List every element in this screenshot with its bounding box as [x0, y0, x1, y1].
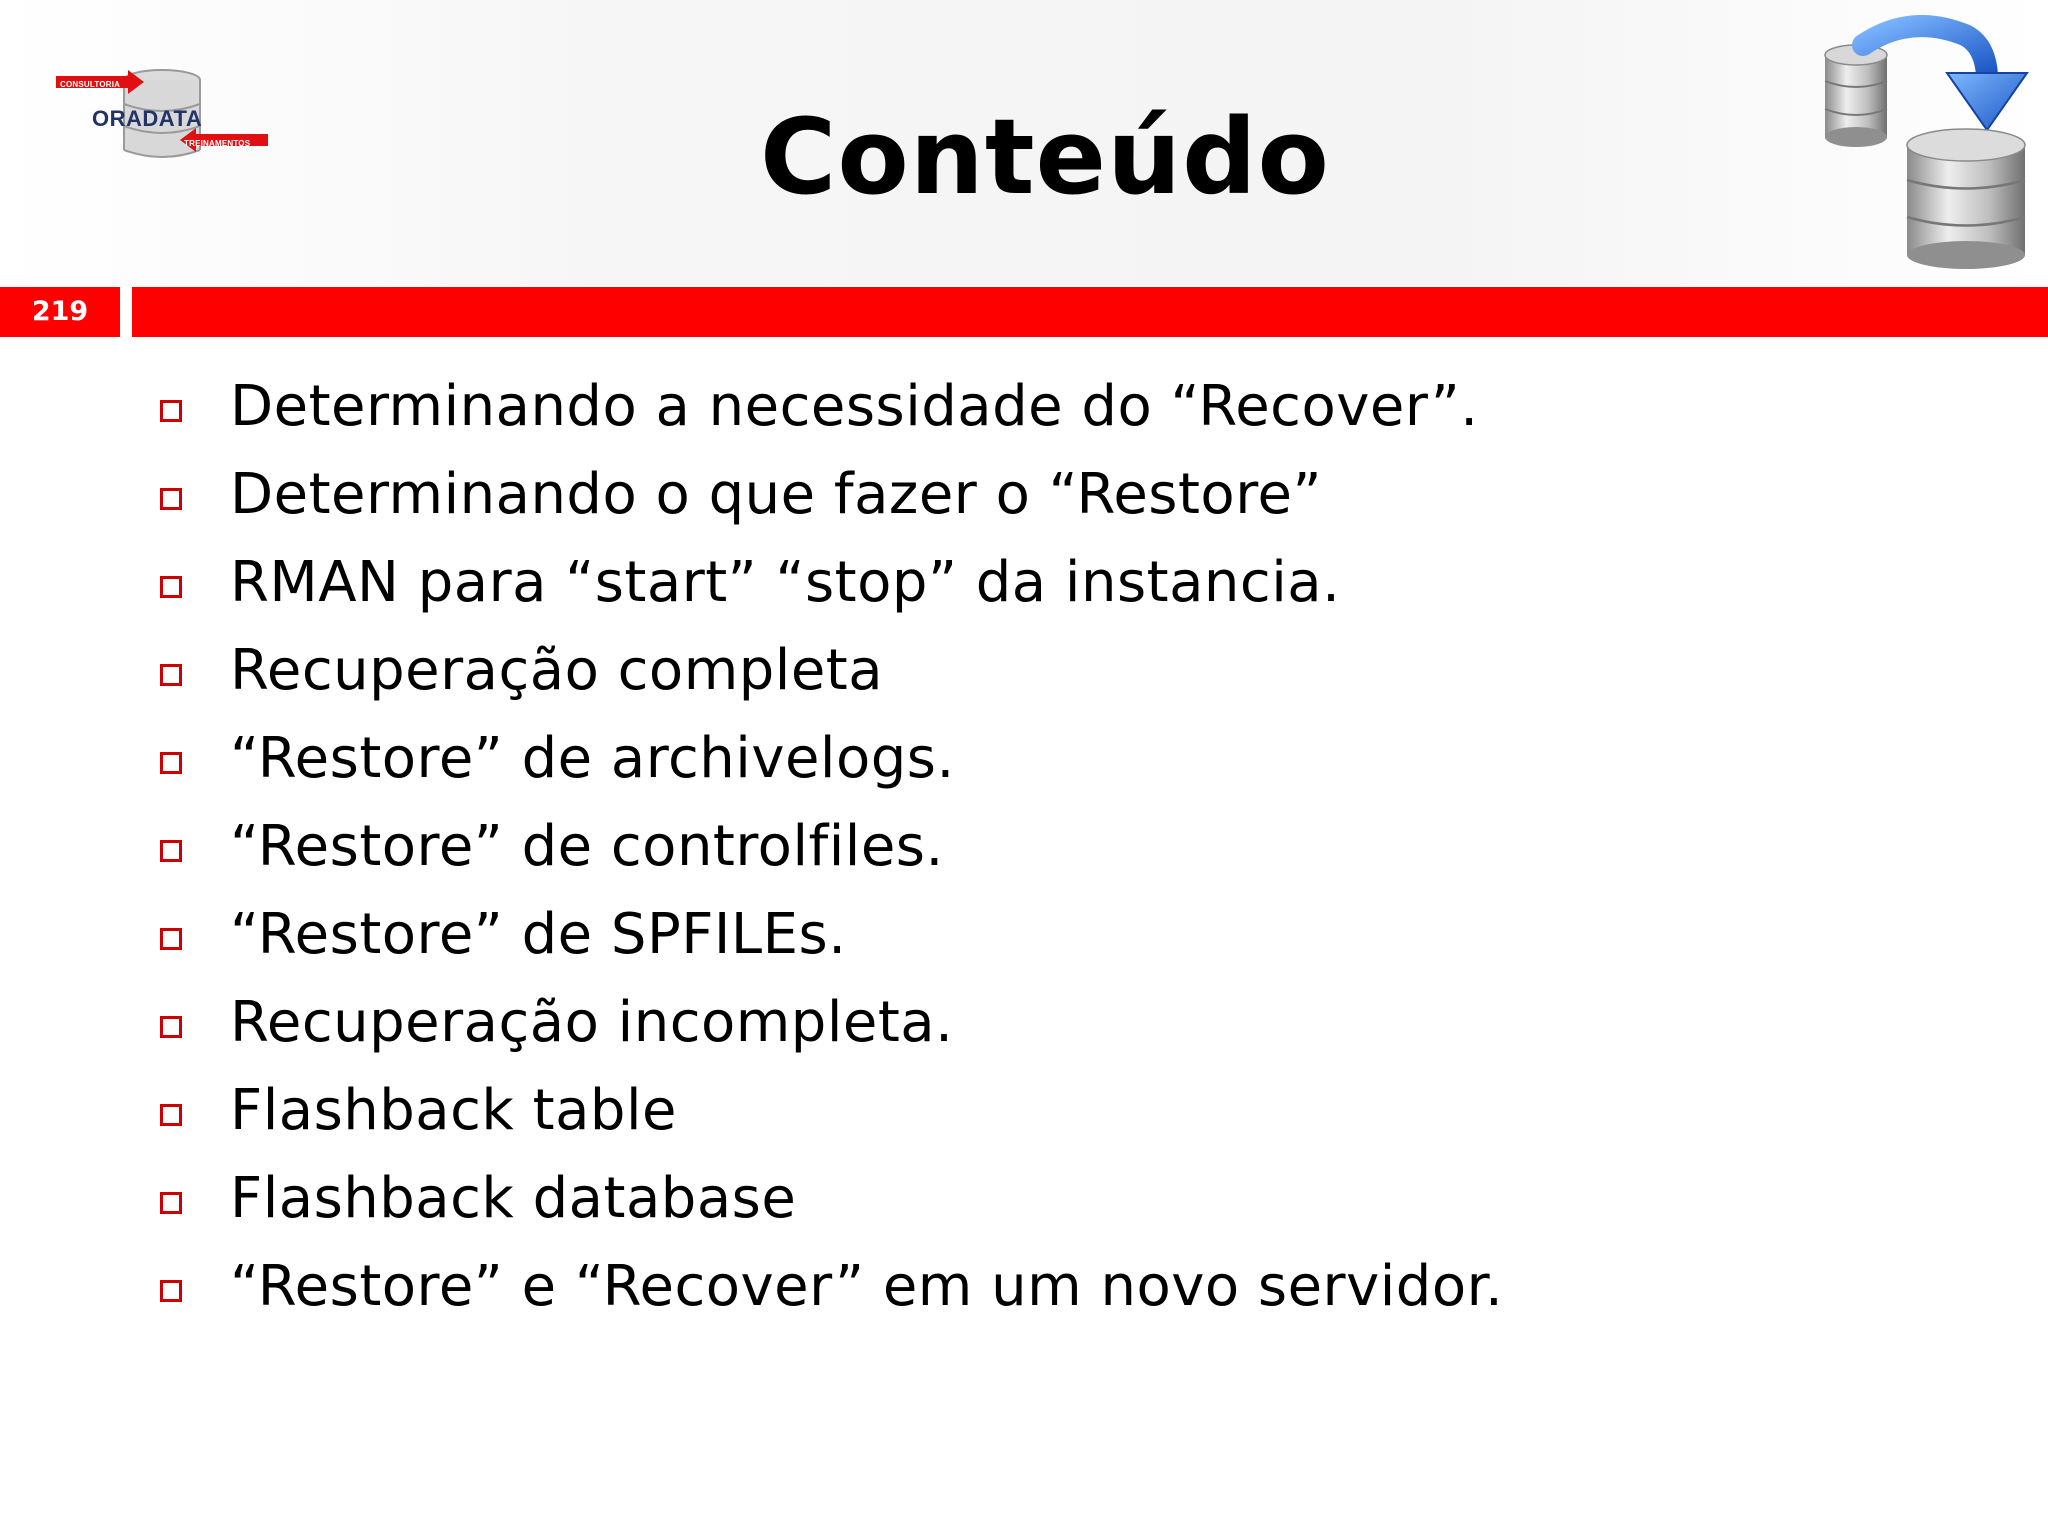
logo-name: ORADATA [92, 106, 203, 131]
list-item [160, 538, 1503, 626]
list-item [160, 362, 1503, 450]
list-item [160, 802, 1503, 890]
square-bullet-icon [160, 1016, 182, 1038]
square-bullet-icon [160, 400, 182, 422]
database-restore-icon [1815, 15, 2040, 270]
list-item [160, 626, 1503, 714]
list-item-text: Flashback database [230, 1165, 797, 1231]
list-item-text: “Restore” e “Recover” em um novo servidor. [230, 1253, 1504, 1319]
list-item-text: RMAN para “start” “stop” da instancia. [230, 549, 1341, 615]
list-item-text: Determinando o que fazer o “Restore” [230, 461, 1322, 527]
list-item-text: Flashback table [230, 1077, 677, 1143]
content-list [160, 362, 1503, 1330]
square-bullet-icon [160, 1280, 182, 1302]
list-item-text: Recuperação completa [230, 637, 884, 703]
list-item-text: Determinando a necessidade do “Recover”. [230, 373, 1479, 439]
logo-tag-treinamentos: TREINAMENTOS [184, 139, 251, 148]
list-item [160, 890, 1503, 978]
source-database-icon [1825, 45, 1887, 147]
list-item-text: Recuperação incompleta. [230, 989, 954, 1055]
slide-title: Conteúdo [760, 96, 1330, 218]
list-item [160, 978, 1503, 1066]
list-item [160, 1242, 1503, 1330]
square-bullet-icon [160, 840, 182, 862]
list-item [160, 450, 1503, 538]
square-bullet-icon [160, 1104, 182, 1126]
square-bullet-icon [160, 576, 182, 598]
square-bullet-icon [160, 928, 182, 950]
list-item-text: “Restore” de SPFILEs. [230, 901, 847, 967]
list-item-text: “Restore” de archivelogs. [230, 725, 955, 791]
logo-tag-consultoria: CONSULTORIA [60, 80, 121, 89]
title-divider-bar [132, 287, 2048, 337]
list-item [160, 1066, 1503, 1154]
target-database-icon [1907, 129, 2025, 269]
list-item-text: “Restore” de controlfiles. [230, 813, 944, 879]
square-bullet-icon [160, 664, 182, 686]
page-number-box [0, 287, 120, 337]
page-number: 219 [31, 296, 89, 327]
square-bullet-icon [160, 488, 182, 510]
restore-arrow-icon [1863, 26, 2027, 130]
square-bullet-icon [160, 1192, 182, 1214]
square-bullet-icon [160, 752, 182, 774]
list-item [160, 1154, 1503, 1242]
list-item [160, 714, 1503, 802]
